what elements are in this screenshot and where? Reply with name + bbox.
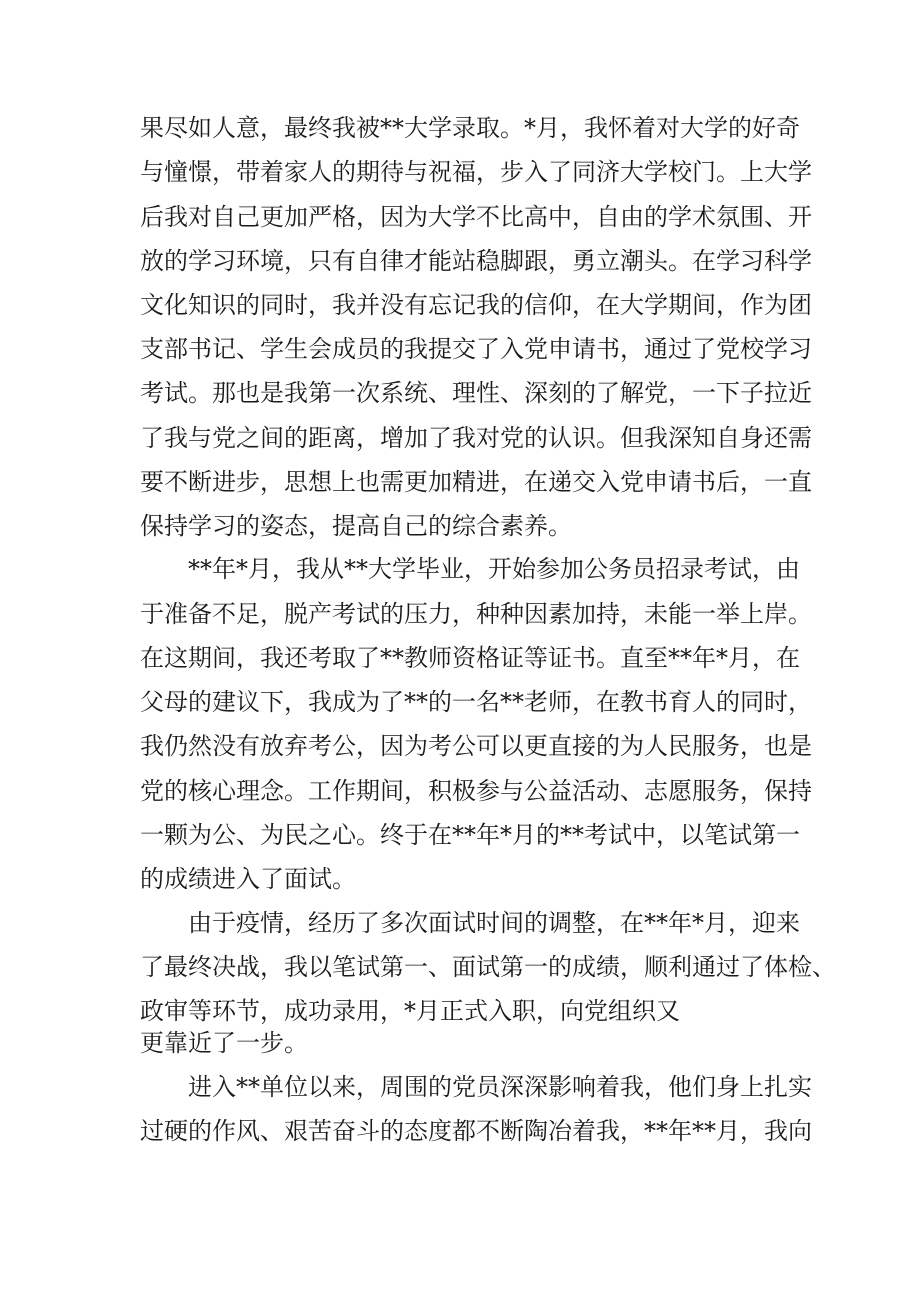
text-line: 放的学习环境，只有自律才能站稳脚跟，勇立潮头。在学习科学 bbox=[140, 247, 812, 275]
text-line: 与憧憬，带着家人的期待与祝福，步入了同济大学校门。上大学 bbox=[140, 158, 812, 186]
text-line: 后我对自己更加严格，因为大学不比高中，自由的学术氛围、开 bbox=[140, 203, 812, 231]
text-line: 了我与党之间的距离，增加了我对党的认识。但我深知自身还需 bbox=[140, 424, 812, 452]
text-line: 考试。那也是我第一次系统、理性、深刻的了解党，一下子拉近 bbox=[140, 379, 812, 407]
text-line: 在这期间，我还考取了**教师资格证等证书。直至**年*月，在 bbox=[140, 644, 800, 672]
text-line: 了最终决战，我以笔试第一、面试第一的成绩，顺利通过了体检、 bbox=[140, 953, 836, 981]
text-line: 过硬的作风、艰苦奋斗的态度都不断陶冶着我，**年**月，我向 bbox=[140, 1117, 812, 1145]
paragraph-first-line: 由于疫情，经历了多次面试时间的调整，在**年*月，迎来 bbox=[188, 909, 800, 937]
text-line: 更靠近了一步。 bbox=[140, 1029, 308, 1057]
text-line: 父母的建议下，我成为了**的一名**老师，在教书育人的同时， bbox=[140, 688, 812, 716]
text-line: 我仍然没有放弃考公，因为考公可以更直接的为人民服务，也是 bbox=[140, 732, 812, 760]
text-line: 要不断进步，思想上也需更加精进，在递交入党申请书后，一直 bbox=[140, 468, 812, 496]
text-line: 的成绩进入了面试。 bbox=[140, 865, 356, 893]
text-line: 于准备不足，脱产考试的压力，种种因素加持，未能一举上岸。 bbox=[140, 600, 812, 628]
paragraph-first-line: 进入**单位以来，周围的党员深深影响着我，他们身上扎实 bbox=[188, 1073, 812, 1101]
text-line: 一颗为公、为民之心。终于在**年*月的**考试中，以笔试第一 bbox=[140, 821, 800, 849]
text-line: 文化知识的同时，我并没有忘记我的信仰，在大学期间，作为团 bbox=[140, 291, 812, 319]
paragraph-first-line: **年*月，我从**大学毕业，开始参加公务员招录考试，由 bbox=[188, 555, 800, 583]
text-line: 支部书记、学生会成员的我提交了入党申请书，通过了党校学习 bbox=[140, 335, 812, 363]
text-line: 保持学习的姿态，提高自己的综合素养。 bbox=[140, 512, 572, 540]
text-line: 果尽如人意，最终我被**大学录取。*月，我怀着对大学的好奇 bbox=[140, 114, 800, 142]
text-line: 政审等环节，成功录用，*月正式入职，向党组织又 bbox=[140, 997, 680, 1025]
text-line: 党的核心理念。工作期间，积极参与公益活动、志愿服务，保持 bbox=[140, 777, 812, 805]
